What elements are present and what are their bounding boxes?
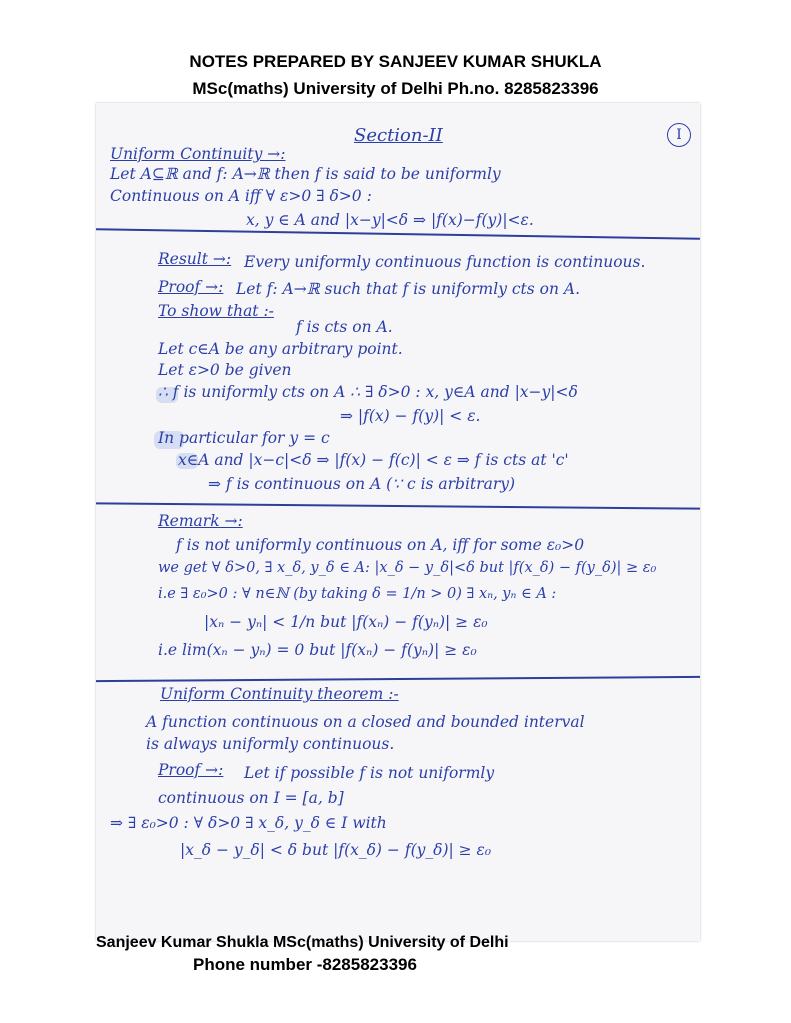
remark-line5: i.e lim(xₙ − yₙ) = 0 but |f(xₙ) − f(yₙ)| ≥ ε₀ (158, 641, 477, 659)
remark-line3: i.e ∃ ε₀>0 : ∀ n∈ℕ (by taking δ = 1/n > 0) ∃ xₙ, yₙ ∈ A : (158, 586, 557, 602)
block1-line3: x, y ∈ A and |x−y|<δ ⇒ |f(x)−f(y)|<ε. (246, 211, 534, 229)
proof-label: Proof →: (158, 278, 224, 296)
theorem-proof-text: Let if possible f is not uniformly (244, 764, 495, 782)
theorem-line4: continuous on I = [a, b] (158, 789, 344, 807)
block2-line9: In particular for y = c (158, 429, 330, 447)
remark-line1: f is not uniformly continuous on A, iff for some ε₀>0 (176, 536, 585, 554)
divider (96, 676, 700, 682)
remark-line2: we get ∀ δ>0, ∃ x_δ, y_δ ∈ A: |x_δ − y_δ|<δ but |f(x_δ) − f(y_δ)| ≥ ε₀ (158, 560, 657, 576)
theorem-heading: Uniform Continuity theorem :- (160, 685, 399, 703)
remark-line4: |xₙ − yₙ| < 1/n but |f(xₙ) − f(yₙ)| ≥ ε₀ (204, 613, 488, 631)
block1-line1: Let A⊆ℝ and f: A→ℝ then f is said to be uniformly (110, 165, 501, 183)
block1-line2: Continuous on A iff ∀ ε>0 ∃ δ>0 : (110, 187, 372, 205)
remark-label: Remark →: (158, 512, 243, 530)
divider (96, 502, 700, 509)
result-label: Result →: (158, 250, 232, 268)
block2-line8: ⇒ |f(x) − f(y)| < ε. (340, 407, 481, 425)
header-subtitle: MSc(maths) University of Delhi Ph.no. 8285823396 (192, 79, 599, 98)
result-text: Every uniformly continuous function is continuous. (244, 253, 646, 271)
divider (96, 228, 700, 239)
to-show-label: To show that :- (158, 302, 274, 320)
block1-heading: Uniform Continuity →: (110, 145, 286, 163)
theorem-line6: |x_δ − y_δ| < δ but |f(x_δ) − f(y_δ)| ≥ ε₀ (180, 841, 492, 859)
theorem-line2: is always uniformly continuous. (146, 735, 395, 753)
block2-line6: Let ε>0 be given (158, 361, 292, 379)
theorem-line1: A function continuous on a closed and bounded interval (146, 713, 585, 731)
block2-line11: ⇒ f is continuous on A (∵ c is arbitrary) (208, 475, 516, 493)
section-title: Section-II (354, 125, 443, 146)
page-number: I (667, 123, 691, 147)
block2-line7: ∴ f is uniformly cts on A ∴ ∃ δ>0 : x, y∈A and |x−y|<δ (158, 383, 578, 401)
block2-line10: x∈A and |x−c|<δ ⇒ |f(x) − f(c)| < ε ⇒ f is cts at 'c' (178, 451, 569, 469)
block2-line5: Let c∈A be any arbitrary point. (158, 340, 403, 358)
theorem-proof-label: Proof →: (158, 761, 224, 779)
proof-text: Let f: A→ℝ such that f is uniformly cts on A. (236, 280, 581, 298)
footer-overlapped-text: Sanjeev Kumar Shukla MSc(maths) University of Delhi (96, 934, 509, 951)
to-show-text: f is cts on A. (296, 318, 393, 336)
theorem-line5: ⇒ ∃ ε₀>0 : ∀ δ>0 ∃ x_δ, y_δ ∈ I with (110, 814, 387, 832)
footer-phone: Phone number -8285823396 (193, 955, 417, 974)
header-title: NOTES PREPARED BY SANJEEV KUMAR SHUKLA (189, 52, 602, 71)
